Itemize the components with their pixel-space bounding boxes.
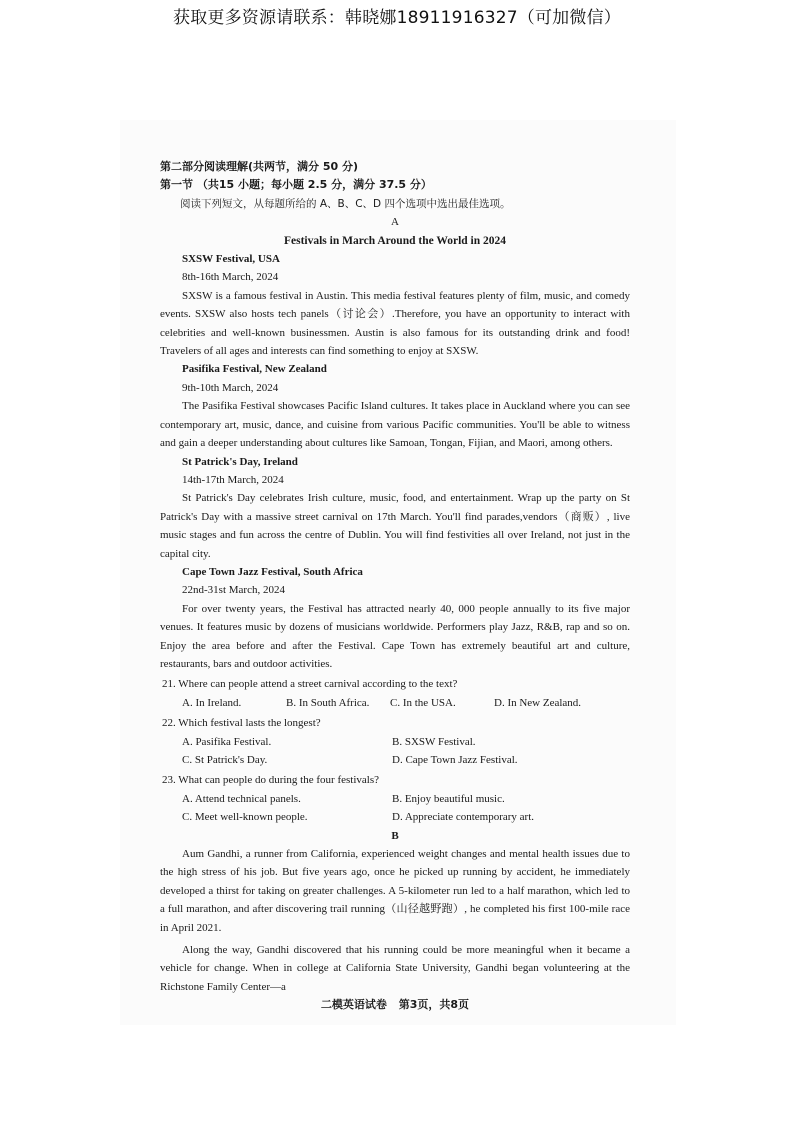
passage-b-paragraph: Along the way, Gandhi discovered that his running could be more meaningful when it became a vehicle for change. When in college at California State University, Gandhi began volunteering at the Richstone Family Center—a	[160, 944, 630, 993]
festival-date: 14th-17th March, 2024	[182, 473, 284, 486]
option-b: B. In South Africa.	[286, 696, 370, 709]
page-footer: 二模英语试卷 第3页，共8页	[320, 998, 470, 1012]
question-stem: 21. Where can people attend a street carnival according to the text?	[162, 678, 458, 691]
exam-page	[160, 158, 630, 1015]
festival-name: St Patrick's Day, Ireland	[182, 455, 298, 468]
option-d: D. Cape Town Jazz Festival.	[392, 754, 518, 766]
contact-banner: 获取更多资源请联系：韩晓娜18911916327（可加微信）	[173, 8, 621, 28]
question-stem: 22. Which festival lasts the longest?	[162, 717, 321, 730]
passage-a-label: A	[391, 216, 399, 229]
options-row	[160, 751, 630, 769]
instruction: 阅读下列短文，从每题所给的 A、B、C、D 四个选项中选出最佳选项。	[180, 197, 511, 210]
passage-a-title: Festivals in March Around the World in 2024	[283, 234, 507, 247]
festival-pasifika	[160, 360, 630, 452]
festival-st-patricks	[160, 453, 630, 563]
festival-date: 9th-10th March, 2024	[182, 381, 279, 394]
passage-b-paragraph: Aum Gandhi, a runner from California, experienced weight changes and mental health issues due to the high stress of his job. But five years ago, once he picked up running by accident, he immediately developed a thirst for taking on greater challenges. A 5-kilometer run led to a half marathon, which led to a full marathon, and after discovering trail running（山径越野跑）, he completed his first 100-mile race in April 2021.	[160, 848, 630, 934]
option-b: B. Enjoy beautiful music.	[392, 792, 505, 805]
festival-date: 8th-16th March, 2024	[182, 271, 279, 284]
passage-b-label: B	[391, 829, 399, 842]
question-stem: 23. What can people do during the four festivals?	[162, 774, 379, 787]
section-title: 第一节 （共15 小题；每小题 2.5 分，满分 37.5 分）	[160, 178, 432, 192]
option-c: C. Meet well-known people.	[182, 811, 308, 824]
festival-text: The Pasifika Festival showcases Pacific Island cultures. It takes place in Auckland where you can see contemporary art, music, dance, and cuisine from various Pacific communities. You'll be able to witness and gain a deeper understanding about cultures like Samoan, Tongan, Fijian, and Maori, among others.	[160, 400, 630, 450]
question-22	[160, 714, 630, 769]
options-row	[160, 808, 630, 826]
question-21	[160, 675, 630, 712]
options-row	[160, 733, 630, 751]
option-a: A. In Ireland.	[182, 696, 242, 709]
festival-name: Cape Town Jazz Festival, South Africa	[182, 565, 363, 578]
option-c: C. St Patrick's Day.	[182, 754, 268, 766]
festival-cape-town	[160, 563, 630, 673]
option-c: C. In the USA.	[390, 696, 456, 709]
festival-name: Pasifika Festival, New Zealand	[182, 363, 327, 376]
option-a: A. Pasifika Festival.	[182, 735, 272, 748]
festival-text: For over twenty years, the Festival has attracted nearly 40, 000 people annually to its five major venues. It features music by dozens of musicians worldwide. Performers play Jazz, R&B, rap and so on. Enjoy the area before and after the Festival. Cape Town has extremely beautiful art and culture, restaurants, bars and outdoor activities.	[160, 602, 630, 670]
option-b: B. SXSW Festival.	[392, 735, 476, 748]
question-23	[160, 771, 630, 826]
option-d: D. In New Zealand.	[494, 696, 582, 709]
festival-name: SXSW Festival, USA	[182, 253, 280, 266]
options-row	[160, 790, 630, 808]
part-title: 第二部分阅读理解(共两节，满分 50 分)	[160, 160, 359, 173]
festival-sxsw	[160, 250, 630, 360]
option-a: A. Attend technical panels.	[182, 792, 301, 805]
festival-text: SXSW is a famous festival in Austin. This media festival features plenty of film, music, and comedy events. SXSW also hosts tech panels（讨论会）.Therefore, you have an opportunity to interact with celebrities and well-known businessmen. Austin is also famous for its outstanding drink and food! Travelers of all ages and interests can find something to enjoy at SXSW.	[160, 289, 630, 358]
festival-text: St Patrick's Day celebrates Irish culture, music, food, and entertainment. Wrap up the party on St Patrick's Day with a massive street carnival on 17th March. You'll find parades,vendors（商贩）, live music stages and fun across the centre of Dublin. You will find festivities all over Ireland, not just in the capital city.	[160, 492, 630, 560]
options-row	[160, 694, 630, 712]
festival-date: 22nd-31st March, 2024	[182, 584, 285, 597]
option-d: D. Appreciate contemporary art.	[392, 811, 535, 824]
